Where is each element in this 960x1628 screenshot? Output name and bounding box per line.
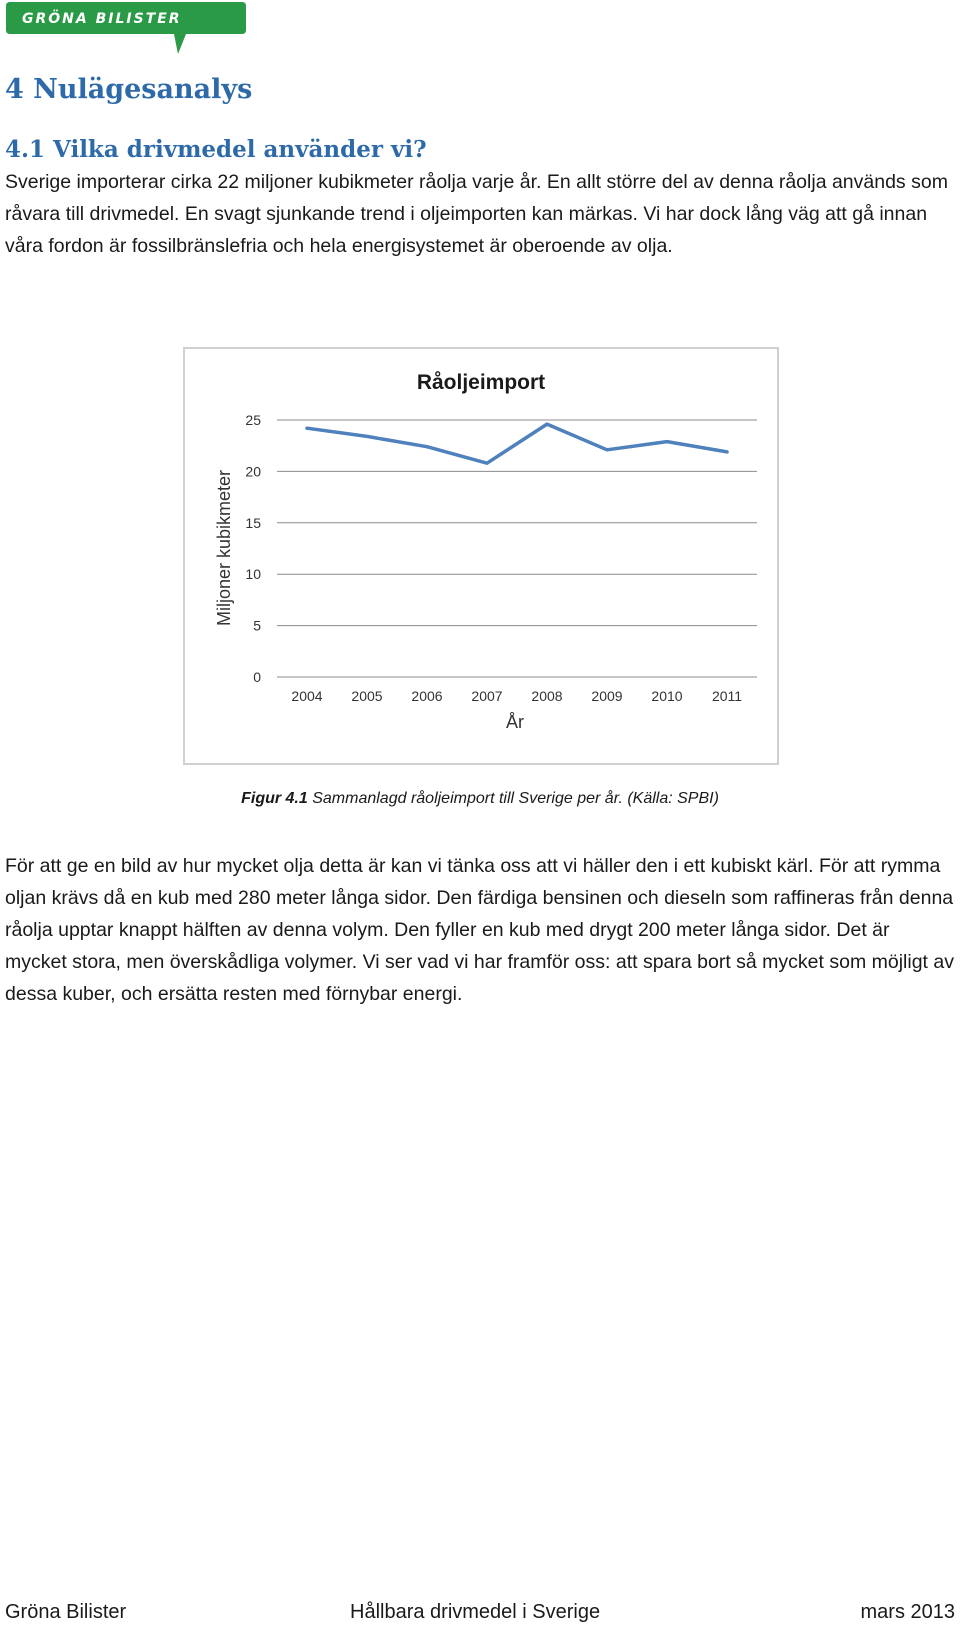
footer-center: Hållbara drivmedel i Sverige: [350, 1601, 601, 1623]
logo: [6, 2, 246, 54]
figure-caption: [0, 790, 960, 808]
y-tick-label: 15: [245, 514, 261, 531]
y-tick-label: 25: [245, 412, 261, 428]
body-paragraph: För att ge en bild av hur mycket olja detta är kan vi tänka oss att vi häller den i ett kubiskt kärl. För att rymma oljan krävs då en kub med 280 meter långa sidor. Den färdiga bensinen och dieseln som raffineras från denna råolja upptar knappt hälften av denna volym. Den fyller en kub med drygt 200 meter långa sidor. Det är mycket stora, men överskådliga volymer. Vi ser vad vi har framför oss: att spara bort så mycket som möjligt av dessa kuber, och ersätta resten med förnybar energi.: [5, 855, 954, 1005]
x-tick-label: 2010: [651, 688, 683, 704]
footer-left: Gröna Bilister: [5, 1601, 127, 1623]
subsection-title: 4.1 Vilka drivmedel använder vi?: [5, 136, 427, 163]
data-point: [306, 427, 309, 430]
logo-banner-icon: [6, 2, 246, 54]
y-tick-label: 20: [245, 463, 261, 480]
y-tick-label: 0: [253, 669, 261, 685]
line-chart: [185, 349, 777, 763]
x-axis-label: År: [506, 712, 524, 732]
chart-container: [183, 347, 779, 765]
x-tick-label: 2008: [531, 688, 563, 704]
logo-text: GRÖNA BILISTER: [22, 11, 182, 27]
intro-paragraph: Sverige importerar cirka 22 miljoner kubikmeter råolja varje år. En allt större del av denna råolja används som råvara till drivmedel. En svagt sjunkande trend i oljeimporten kan märkas. Vi har dock lång väg att gå innan våra fordon är fossilbränslefria och hela energisystemet är oberoende av olja.: [5, 171, 948, 257]
x-tick-label: 2005: [351, 688, 383, 704]
data-point: [666, 440, 669, 443]
data-point: [486, 462, 489, 465]
footer-right: mars 2013: [860, 1601, 955, 1623]
x-tick-label: 2011: [711, 688, 743, 704]
data-point: [726, 450, 729, 453]
series-line: [307, 424, 727, 463]
x-tick-label: 2006: [411, 688, 443, 704]
y-tick-label: 5: [253, 617, 261, 634]
data-point: [606, 448, 609, 451]
caption-text: Sammanlagd råoljeimport till Sverige per år. (Källa: SPBI): [307, 790, 719, 807]
x-tick-label: 2004: [291, 688, 323, 704]
data-point: [546, 423, 549, 426]
x-tick-label: 2007: [471, 688, 503, 704]
caption-label: Figur 4.1: [241, 790, 308, 807]
data-point: [366, 435, 369, 438]
y-tick-label: 10: [245, 566, 261, 583]
data-point: [426, 445, 429, 448]
x-tick-label: 2009: [591, 688, 623, 704]
chart-title: Råoljeimport: [416, 371, 546, 394]
section-title: 4 Nulägesanalys: [5, 74, 253, 105]
y-axis-label: Miljoner kubikmeter: [214, 469, 234, 627]
